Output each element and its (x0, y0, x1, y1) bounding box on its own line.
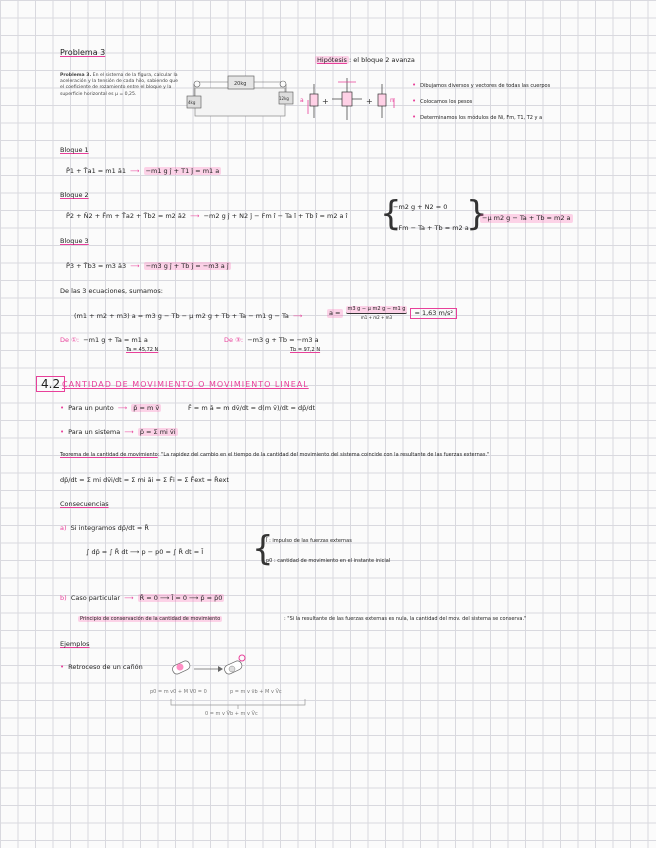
combine-result-lhs: a = (329, 309, 341, 317)
block2-eq2: −m2 g ĵ + N2 ĵ − Fm î − Ta î + Tb î = m2 a î (203, 212, 348, 220)
block2-result: −μ m2 g − Ta + Tb = m2 a (482, 214, 571, 222)
block3-eq2: −m3 g ĵ + Tb ĵ = −m3 a ĵ (145, 262, 229, 270)
consequence-b-eq: R̄ = 0 ⟶ Ī = 0 ⟶ p̄ = p̄0 (139, 594, 223, 602)
principle-label-wrap (78, 616, 222, 623)
fbd-label-n: n (390, 97, 394, 104)
principle-text: : "Si la resultante de las fuerzas externas es nula, la cantidad del mov. del sistema se conserva." (284, 616, 527, 622)
point-force: F̄ = m ā = m dv̄/dt = d(m v̄)/dt = dp̄/dt (188, 404, 316, 412)
hypothesis-text: : el bloque 2 avanza (348, 56, 415, 64)
svg-text:+: + (322, 97, 329, 106)
block1-equation: P̄1 + T̄a1 = m1 ā1 ⟶ −m1 g ĵ + T1 ĵ = m1 a (66, 167, 220, 175)
example-eq2: p = m v v̄b + M v V̄c (230, 689, 282, 695)
problem-title: Problema 3 (60, 48, 106, 57)
tension-1-result: Ta = 45,72 N (126, 347, 159, 353)
problem-statement (60, 73, 182, 98)
tension-2-eq: −m3 g + Tb = −m3 a (247, 336, 319, 344)
block2-label: Bloque 2 (60, 191, 89, 199)
problem-statement-text: En el sistema de la figura, calcular la aceleración y la tensión de cada hilo, sabiendo que el coeficiente de rozamiento entre el bloque y la superficie horizontal es μ = 0,25. (60, 73, 178, 97)
acceleration-result (327, 306, 457, 321)
block3-label: Bloque 3 (60, 237, 89, 245)
theorem-eq: dp̄/dt = Σ mi dv̄i/dt = Σ mi āi = Σ F̄i = Σ F̄ext = R̄ext (60, 476, 229, 484)
problem-statement-bold: Problema 3. (60, 73, 92, 78)
block1-eq1: P̄1 + T̄a1 = m1 ā1 (66, 167, 126, 175)
tension-1 (60, 336, 148, 345)
point-momentum: • Para un punto ⟶ p̄ = m v̄ (60, 404, 160, 412)
combine-result-val: = 1,63 m/s² (410, 308, 457, 319)
block2-eq1: P̄2 + N̄2 + F̄m + T̄a2 + T̄b2 = m2 ā2 (66, 212, 186, 220)
block3-eq1: P̄3 + T̄b3 = m3 ā3 (66, 262, 127, 270)
theorem-label: Teorema de la cantidad de movimiento (60, 452, 158, 458)
fbd-label-a: a (300, 97, 304, 104)
consequence-a-label: a) (60, 524, 67, 532)
hypothesis (315, 56, 415, 65)
point-label: Para un punto (68, 404, 114, 412)
consequence-a (60, 524, 149, 533)
consequence-a-eq: ∫ dp̄ = ∫ R̄ dt ⟶ p − p0 = ∫ R̄ dt = Ī (86, 548, 204, 556)
section-number: 4.2 (36, 376, 65, 392)
block3-equation: P̄3 + T̄b3 = m3 ā3 ⟶ −m3 g ĵ + Tb ĵ = −m3 a ĵ (66, 262, 229, 270)
combine-eq: (m1 + m2 + m3) a = m3 g − Tb − μ m2 g + Tb + Ta − m1 g − Ta (74, 312, 289, 320)
consequence-a-text: Si integramos dp̄/dt = R̄ (70, 524, 149, 532)
block2-brace-close: } (466, 194, 488, 234)
block1-eq2: −m1 g ĵ + T1 ĵ = m1 a (145, 167, 220, 175)
block2-equation: P̄2 + N̄2 + F̄m + T̄a2 + T̄b2 = m2 ā2 ⟶ −m2 g ĵ + N2 ĵ − Fm î − Ta î + Tb î = m2 a î (66, 212, 348, 220)
system-momentum: • Para un sistema ⟶ p̄ = Σ mi v̄i (60, 428, 176, 436)
consequence-b: b) Caso particular ⟶ R̄ = 0 ⟶ Ī = 0 ⟶ p̄ = p̄0 (60, 594, 223, 602)
section-title: CANTIDAD DE MOVIMIENTO O MOVIMIENTO LINEAL (62, 380, 309, 389)
combine-equation: (m1 + m2 + m3) a = m3 g − Tb − μ m2 g + Tb + Ta − m1 g − Ta ⟶ (74, 312, 305, 320)
block2-brace: { (380, 194, 402, 234)
block2-sys1: −m2 g + N2 = 0 (393, 203, 448, 211)
tension-2 (224, 336, 319, 345)
tension-2-result: Tb = 97,2 N (290, 347, 321, 353)
tension-1-label: De ①: (60, 336, 80, 344)
combine-result-num: m3 g − μ m2 g − m1 g (347, 306, 406, 312)
tension-1-eq: −m1 g + Ta = m1 a (83, 336, 148, 344)
svg-text:+: + (366, 97, 373, 106)
consequence-b-label: b) (60, 594, 67, 602)
system-label: Para un sistema (68, 428, 121, 436)
examples-label: Ejemplos (60, 640, 90, 648)
consequence-a-i1: Ī : impulso de las fuerzas externas (266, 538, 352, 544)
pulley-figure (185, 66, 295, 118)
theorem (60, 452, 600, 459)
combine-intro: De las 3 ecuaciones, sumamos: (60, 287, 163, 295)
example-eq3: 0 = m v V̄b + m v V̄c (205, 711, 258, 717)
consequence-b-text: Caso particular (70, 594, 121, 602)
hypothesis-item: • Colocamos los pesos (412, 97, 473, 105)
consequences-label: Consecuencias (60, 500, 109, 508)
cannon-diagram (168, 653, 253, 681)
principle-label: Principio de conservación de la cantidad de movimiento (80, 616, 221, 622)
theorem-text: : "La rapidez del cambio en el tiempo de la cantidad del movimiento del sistema coincide con la resultante de las fuerzas externas." (157, 452, 490, 458)
example-item: • Retroceso de un cañón (60, 663, 143, 671)
hypothesis-list (412, 82, 550, 122)
free-body-diagrams (298, 76, 408, 126)
hypothesis-item: • Dibujamos diversos y vectores de todas las cuerpos (412, 81, 551, 89)
figure-mass-left: 4kg (188, 100, 196, 105)
hypothesis-label: Hipótesis (317, 56, 347, 64)
example-item-label: Retroceso de un cañón (68, 663, 143, 671)
block1-label: Bloque 1 (60, 146, 89, 154)
block2-sys2: −Fm − Ta + Tb = m2 a (393, 224, 469, 232)
example-bracket (168, 697, 308, 709)
combine-result-den: m1 + m2 + m3 (360, 315, 393, 320)
tension-2-label: De ③: (224, 336, 244, 344)
system-eq: p̄ = Σ mi v̄i (139, 428, 176, 436)
point-eq: p̄ = m v̄ (133, 404, 160, 412)
figure-mass-mid: 20kg (234, 81, 247, 87)
consequence-a-brace: { (252, 529, 274, 569)
figure-mass-right: 12kg (279, 96, 289, 101)
combine-fraction (346, 306, 408, 321)
consequence-a-i2: p0 : cantidad de movimiento en el instante inicial (266, 558, 391, 564)
example-eq1: p0 = m v0 + M V0 = 0 (150, 689, 207, 695)
hypothesis-item: • Determinamos los módulos de Ni, Fm, T1, T2 y a (412, 113, 543, 121)
